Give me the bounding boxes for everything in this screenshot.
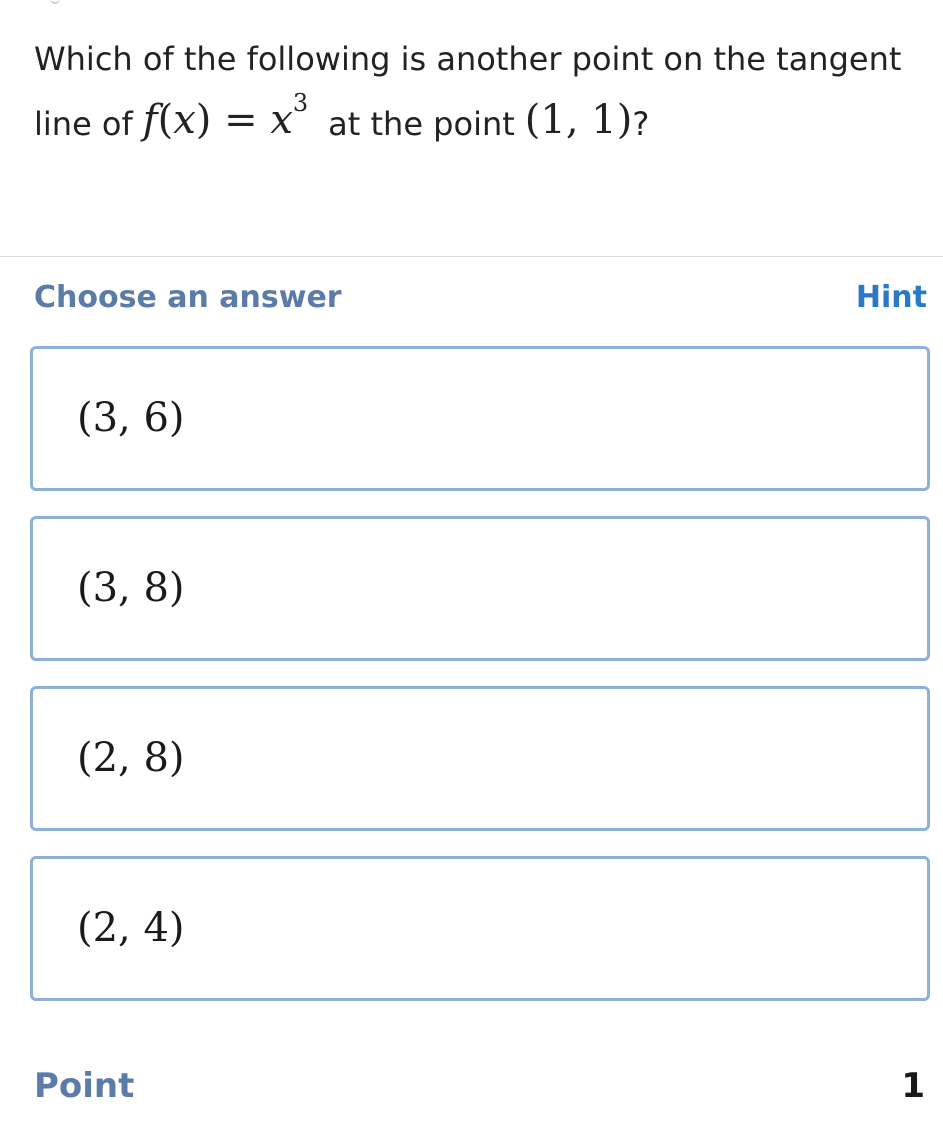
- answer-option-text: (2, 4): [77, 905, 185, 951]
- hint-button[interactable]: Hint: [855, 280, 927, 315]
- answer-option-3[interactable]: [30, 686, 930, 831]
- question-suffix: ?: [632, 105, 650, 144]
- answer-option-2[interactable]: [30, 516, 930, 661]
- choose-answer-heading: Choose an answer: [34, 280, 342, 315]
- tangent-point: (1, 1): [524, 97, 633, 144]
- question-line-1: Which of the following is another point on the tangent: [34, 40, 902, 78]
- point-value: 1: [901, 1066, 925, 1106]
- answer-choices: [30, 346, 930, 1026]
- answer-option-text: (3, 8): [77, 565, 185, 611]
- scroll-indicator: [50, 0, 60, 4]
- answer-option-text: (2, 8): [77, 735, 185, 781]
- answer-option-1[interactable]: [30, 346, 930, 491]
- question-prefix: line of: [34, 105, 133, 144]
- point-label: Point: [34, 1066, 135, 1106]
- question-line-2: [34, 89, 924, 147]
- question-mid: at the point: [328, 105, 515, 144]
- question-text: [34, 38, 924, 147]
- answer-option-4[interactable]: [30, 856, 930, 1001]
- function-formula: $f(x) = x^3$: [142, 89, 309, 144]
- answer-option-text: (3, 6): [77, 395, 185, 441]
- section-divider: [0, 256, 943, 257]
